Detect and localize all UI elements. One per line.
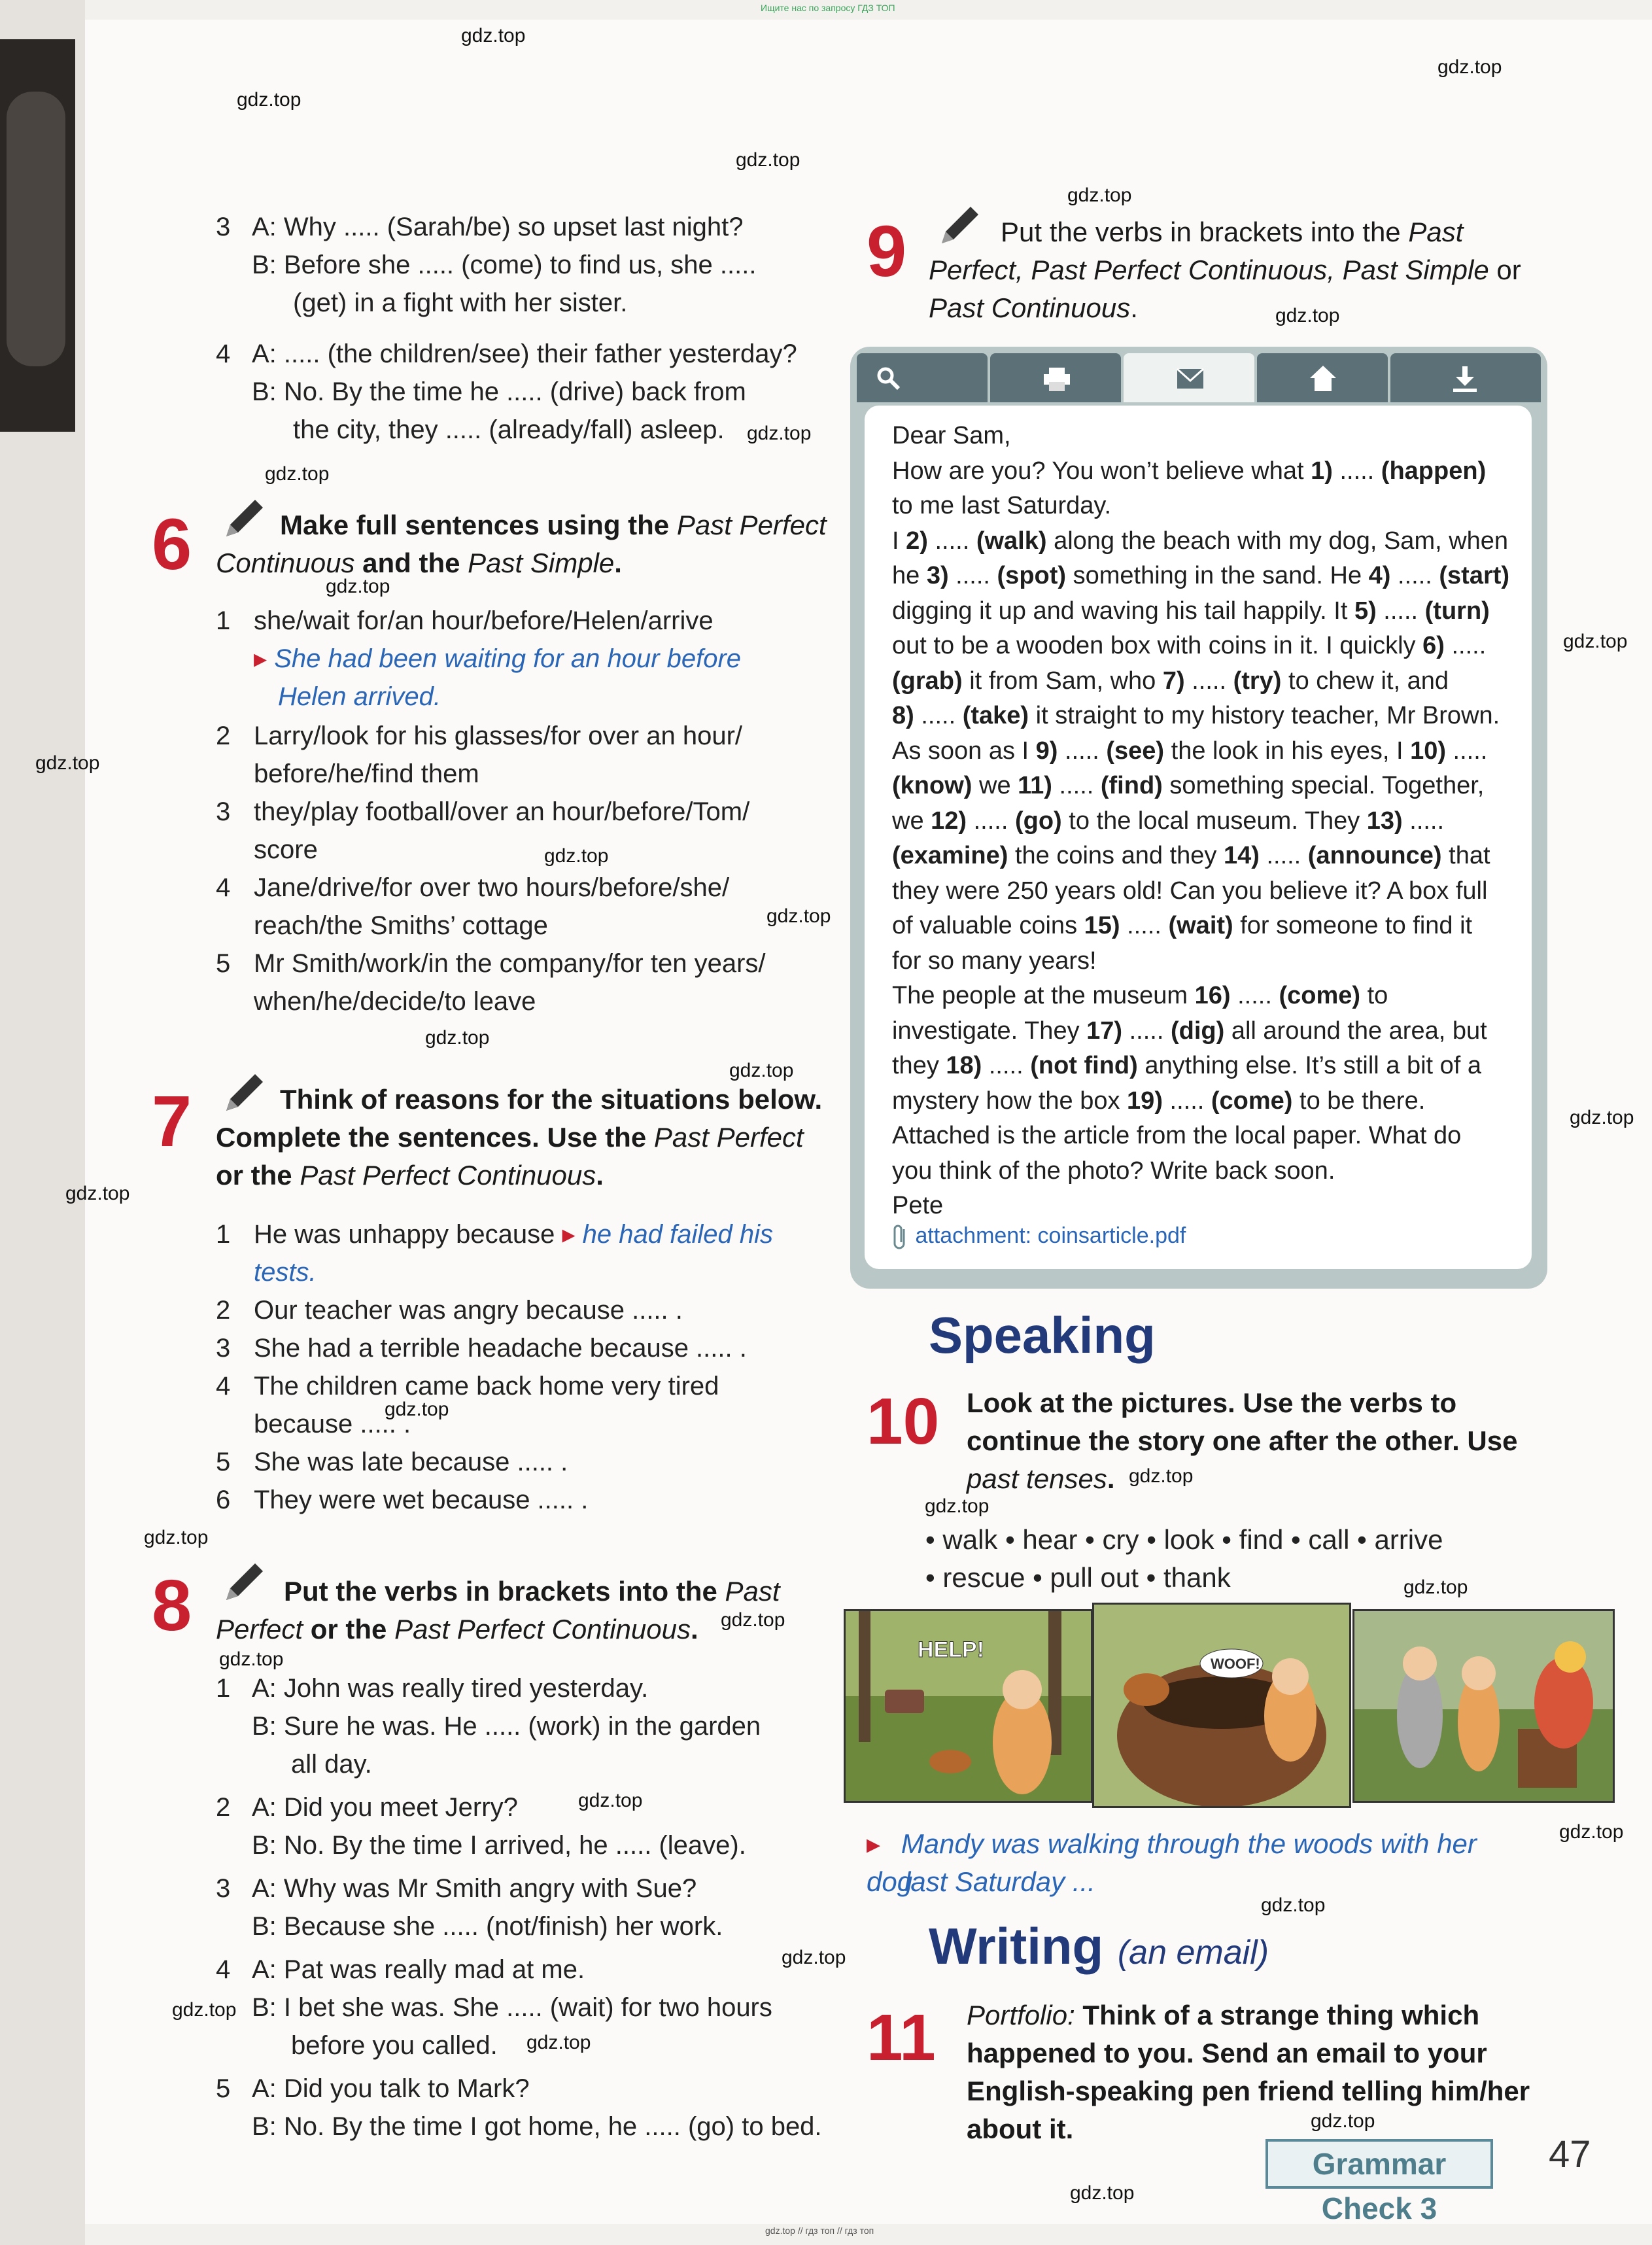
watermark: gdz.top — [326, 576, 390, 597]
item-number: 4 — [216, 339, 231, 368]
email-line: you think of the photo? Write back soon. — [892, 1157, 1335, 1185]
dialogue-line: A: Did you talk to Mark? — [252, 2074, 530, 2103]
item-number: 1 — [216, 606, 231, 635]
watermark: gdz.top — [461, 25, 526, 46]
watermark: gdz.top — [1437, 56, 1502, 78]
watermark: gdz.top — [747, 423, 812, 444]
item-text: He was unhappy because — [254, 1220, 555, 1249]
item-number: 5 — [216, 1448, 231, 1476]
attachment-label: attachment: coinsarticle.pdf — [915, 1223, 1186, 1248]
email-signature: Pete — [892, 1192, 944, 1219]
help-speech-text: HELP! — [918, 1637, 984, 1662]
email-greeting: Dear Sam, — [892, 422, 1011, 449]
item-text: before/he/find them — [254, 759, 479, 788]
item-text: score — [254, 835, 318, 864]
instruction-text: Make full sentences using the — [280, 510, 670, 540]
watermark: gdz.top — [1129, 1465, 1194, 1487]
instruction-text: or — [1496, 254, 1521, 285]
item-number: 5 — [216, 949, 231, 978]
section-heading: Writing — [929, 1917, 1104, 1975]
download-icon — [1451, 365, 1479, 392]
example-answer: he had failed his — [582, 1220, 773, 1249]
watermark: gdz.top — [1070, 2182, 1135, 2204]
pencil-icon — [221, 496, 267, 542]
verb-list-line: • walk • hear • cry • look • find • call • arrive — [925, 1524, 1443, 1555]
instruction-text: Put the verbs in brackets into the — [284, 1576, 717, 1607]
dialogue-line: B: Sure he was. He ..... (work) in the garden — [252, 1712, 761, 1741]
instruction-italic: Past — [1408, 217, 1464, 247]
attachment-link[interactable] — [892, 1223, 1186, 1250]
section-subheading: (an email) — [1117, 1934, 1269, 1972]
watermark: gdz.top — [1559, 1821, 1624, 1843]
email-line: for so many years! — [892, 947, 1097, 975]
story-picture-3 — [1352, 1609, 1615, 1803]
tab-download[interactable] — [1390, 353, 1541, 402]
item-text: They were wet because ..... . — [254, 1486, 589, 1514]
instruction-text: Think of reasons for the situations below. — [280, 1084, 823, 1115]
instruction-text: English-speaking pen friend telling him/her — [967, 2076, 1530, 2106]
email-window — [850, 347, 1547, 1289]
home-icon — [1308, 364, 1338, 392]
exercise-number: 9 — [867, 211, 907, 292]
watermark: gdz.top — [65, 1183, 130, 1204]
email-line: How are you? You won’t believe what 1) ..... (happen) — [892, 457, 1487, 485]
instruction-text: about it. — [967, 2114, 1074, 2144]
pencil-icon — [221, 1070, 267, 1116]
dialogue-line: B: No. By the time I got home, he ..... (go) to bed. — [252, 2112, 822, 2141]
email-line: out to be a wooden box with coins in it. I quickly 6) ..... — [892, 632, 1487, 659]
paperclip-icon — [892, 1224, 909, 1250]
instruction-italic: Past Perfect — [676, 510, 827, 540]
dialogue-line: A: Did you meet Jerry? — [252, 1793, 518, 1822]
email-line: (examine) the coins and they 14) ..... (announce) that — [892, 842, 1490, 869]
instruction-italic: Past Simple — [468, 548, 615, 578]
dialogue-line: all day. — [291, 1750, 372, 1779]
example-answer: last Saturday ... — [904, 1866, 1095, 1897]
item-number: 2 — [216, 1296, 231, 1325]
item-number: 3 — [216, 1874, 231, 1903]
instruction-italic: Past Perfect Continuous — [394, 1614, 691, 1645]
instruction-italic: Perfect — [216, 1614, 303, 1645]
watermark: gdz.top — [721, 1609, 785, 1631]
watermark: gdz.top — [35, 752, 100, 774]
tab-home[interactable] — [1257, 353, 1388, 402]
bottom-note: gdz.top // гдз топ // гдз топ — [765, 2225, 874, 2236]
instruction-text: Put the verbs in brackets into the — [1001, 217, 1401, 247]
exercise-number: 8 — [152, 1565, 192, 1646]
tab-mail[interactable] — [1124, 353, 1254, 402]
email-line: 8) ..... (take) it straight to my history teacher, Mr Brown. — [892, 702, 1500, 729]
verb-list-line: • rescue • pull out • thank — [925, 1562, 1231, 1593]
watermark: gdz.top — [1261, 1894, 1326, 1916]
tab-print[interactable] — [990, 353, 1121, 402]
item-number: 5 — [216, 2074, 231, 2103]
watermark: gdz.top — [1563, 631, 1628, 652]
email-line: mystery how the box 19) ..... (come) to be there. — [892, 1087, 1426, 1115]
item-number: 3 — [216, 1334, 231, 1363]
item-number: 1 — [216, 1220, 231, 1249]
instruction-italic: Past Continuous — [929, 292, 1131, 323]
example-answer: Helen arrived. — [278, 682, 441, 711]
instruction-italic: Continuous — [216, 548, 355, 578]
email-line: they 18) ..... (not find) anything else. It’s still a bit of a — [892, 1052, 1482, 1079]
email-line: digging it up and waving his tail happily. It 5) ..... (turn) — [892, 597, 1490, 625]
email-line: we 12) ..... (go) to the local museum. They 13) ..... — [892, 807, 1445, 835]
email-line: The people at the museum 16) ..... (come) to — [892, 982, 1388, 1009]
dialogue-line: B: I bet she was. She ..... (wait) for two hours — [252, 1993, 772, 2022]
dialogue-line: A: John was really tired yesterday. — [252, 1674, 649, 1703]
watermark: gdz.top — [736, 149, 800, 171]
instruction-italic: Past Perfect — [653, 1122, 804, 1153]
item-text: She was late because ..... . — [254, 1448, 568, 1476]
email-line: to me last Saturday. — [892, 492, 1112, 519]
watermark: gdz.top — [1067, 184, 1132, 206]
watermark: gdz.top — [144, 1527, 209, 1548]
dialogue-line: B: Because she ..... (not/finish) her work. — [252, 1912, 723, 1941]
side-photo — [0, 39, 75, 432]
instruction-italic: past tenses — [967, 1463, 1107, 1494]
email-body — [865, 406, 1532, 1269]
watermark: gdz.top — [729, 1060, 794, 1081]
grammar-check-badge: Grammar Check 3 — [1265, 2139, 1493, 2189]
email-line: he 3) ..... (spot) something in the sand. He 4) ..... (start) — [892, 562, 1510, 589]
email-text — [892, 419, 1513, 1224]
dialogue-line: B: No. By the time he ..... (drive) back from — [252, 377, 746, 406]
instruction-italic: Perfect, Past Perfect Continuous, Past Simple — [929, 254, 1489, 285]
instruction-text: or the — [216, 1160, 292, 1191]
watermark: gdz.top — [544, 845, 609, 867]
watermark: gdz.top — [1311, 2110, 1375, 2132]
email-line: As soon as I 9) ..... (see) the look in his eyes, I 10) ..... — [892, 737, 1488, 765]
dialogue-line: A: Why was Mr Smith angry with Sue? — [252, 1874, 697, 1903]
item-text: Our teacher was angry because ..... . — [254, 1296, 683, 1325]
item-number: 3 — [216, 797, 231, 826]
item-number: 3 — [216, 213, 231, 241]
item-number: 1 — [216, 1674, 231, 1703]
email-line: (know) we 11) ..... (find) something special. Together, — [892, 772, 1485, 799]
example-answer: Mandy was walking through the woods with her dog — [867, 1828, 1477, 1897]
watermark: gdz.top — [1403, 1576, 1468, 1598]
item-number: 4 — [216, 1372, 231, 1401]
page-number: 47 — [1549, 2133, 1591, 2176]
email-line: of valuable coins 15) ..... (wait) for someone to find it — [892, 912, 1473, 939]
email-line: Attached is the article from the local paper. What do — [892, 1122, 1462, 1149]
dialogue-line: A: ..... (the children/see) their father yesterday? — [252, 339, 797, 368]
watermark: gdz.top — [526, 2032, 591, 2053]
item-text: they/play football/over an hour/before/Tom/ — [254, 797, 750, 826]
envelope-icon — [1176, 368, 1205, 390]
item-number: 2 — [216, 722, 231, 750]
instruction-italic: Portfolio: — [967, 2000, 1075, 2030]
item-text: when/he/decide/to leave — [254, 987, 536, 1016]
watermark: gdz.top — [219, 1648, 284, 1670]
dialogue-line: B: No. By the time I arrived, he ..... (leave). — [252, 1831, 746, 1860]
top-note: Ищите нас по запросу ГДЗ ТОП — [761, 3, 895, 13]
pencil-icon — [937, 203, 982, 249]
watermark: gdz.top — [578, 1790, 643, 1811]
item-number: 4 — [216, 1955, 231, 1984]
section-heading: Speaking — [929, 1306, 1156, 1364]
watermark: gdz.top — [1275, 305, 1340, 326]
watermark: gdz.top — [925, 1495, 989, 1517]
dialogue-line: B: Before she ..... (come) to find us, she ..... — [252, 251, 757, 279]
exercise-number: 11 — [867, 2001, 936, 2074]
instruction-text: Complete the sentences. Use the — [216, 1122, 647, 1153]
search-icon — [875, 365, 901, 391]
instruction-text: and the — [362, 548, 460, 578]
instruction-italic: Past — [725, 1576, 780, 1607]
tab-search[interactable] — [857, 353, 988, 402]
dialogue-line: the city, they ..... (already/fall) asleep. — [293, 415, 725, 444]
watermark: gdz.top — [385, 1399, 449, 1420]
example-answer: She had been waiting for an hour before — [274, 644, 742, 673]
exercise-number: 6 — [152, 504, 192, 585]
item-number: 2 — [216, 1793, 231, 1822]
dialogue-line: A: Why ..... (Sarah/be) so upset last night? — [252, 213, 744, 241]
item-text: Mr Smith/work/in the company/for ten years/ — [254, 949, 766, 978]
item-number: 6 — [216, 1486, 231, 1514]
watermark: gdz.top — [1570, 1107, 1634, 1128]
watermark: gdz.top — [782, 1947, 846, 1968]
instruction-text: continue the story one after the other. Use — [967, 1425, 1518, 1456]
story-picture-2 — [1092, 1603, 1351, 1808]
printer-icon — [1042, 366, 1071, 392]
dialogue-line: before you called. — [291, 2031, 498, 2060]
story-picture-1 — [844, 1609, 1093, 1803]
item-text: Jane/drive/for over two hours/before/she/ — [254, 873, 730, 902]
verb-list — [925, 1521, 1514, 1597]
exercise-number: 7 — [152, 1081, 192, 1162]
example-answer: tests. — [254, 1258, 317, 1287]
email-line: I 2) ..... (walk) along the beach with my dog, Sam, when — [892, 527, 1509, 555]
item-text: reach/the Smiths’ cottage — [254, 911, 548, 940]
email-line: they were 250 years old! Can you believe it? A box full — [892, 877, 1488, 905]
woof-speech-text: WOOF! — [1211, 1656, 1260, 1672]
instruction-text: Think of a strange thing which — [1082, 2000, 1480, 2030]
exercise-number: 10 — [867, 1385, 940, 1458]
item-text: She had a terrible headache because ..... . — [254, 1334, 747, 1363]
instruction-italic: Past Perfect Continuous — [300, 1160, 596, 1191]
email-line: (grab) it from Sam, who 7) ..... (try) to chew it, and — [892, 667, 1449, 695]
watermark: gdz.top — [172, 1999, 237, 2021]
item-text: because ..... . — [254, 1410, 411, 1438]
watermark: gdz.top — [425, 1027, 490, 1049]
instruction-text: Look at the pictures. Use the verbs to — [967, 1387, 1457, 1418]
pencil-icon — [221, 1559, 267, 1605]
instruction-text: happened to you. Send an email to your — [967, 2038, 1487, 2068]
watermark: gdz.top — [237, 89, 301, 111]
item-number: 4 — [216, 873, 231, 902]
item-text: The children came back home very tired — [254, 1372, 719, 1401]
dialogue-line: A: Pat was really mad at me. — [252, 1955, 585, 1984]
email-line: investigate. They 17) ..... (dig) all around the area, but — [892, 1017, 1487, 1045]
item-text: she/wait for/an hour/before/Helen/arrive — [254, 606, 714, 635]
watermark: gdz.top — [766, 905, 831, 927]
item-text: Larry/look for his glasses/for over an hour/ — [254, 722, 743, 750]
watermark: gdz.top — [265, 463, 330, 485]
dialogue-line: (get) in a fight with her sister. — [293, 288, 628, 317]
instruction-text: or the — [310, 1614, 387, 1645]
